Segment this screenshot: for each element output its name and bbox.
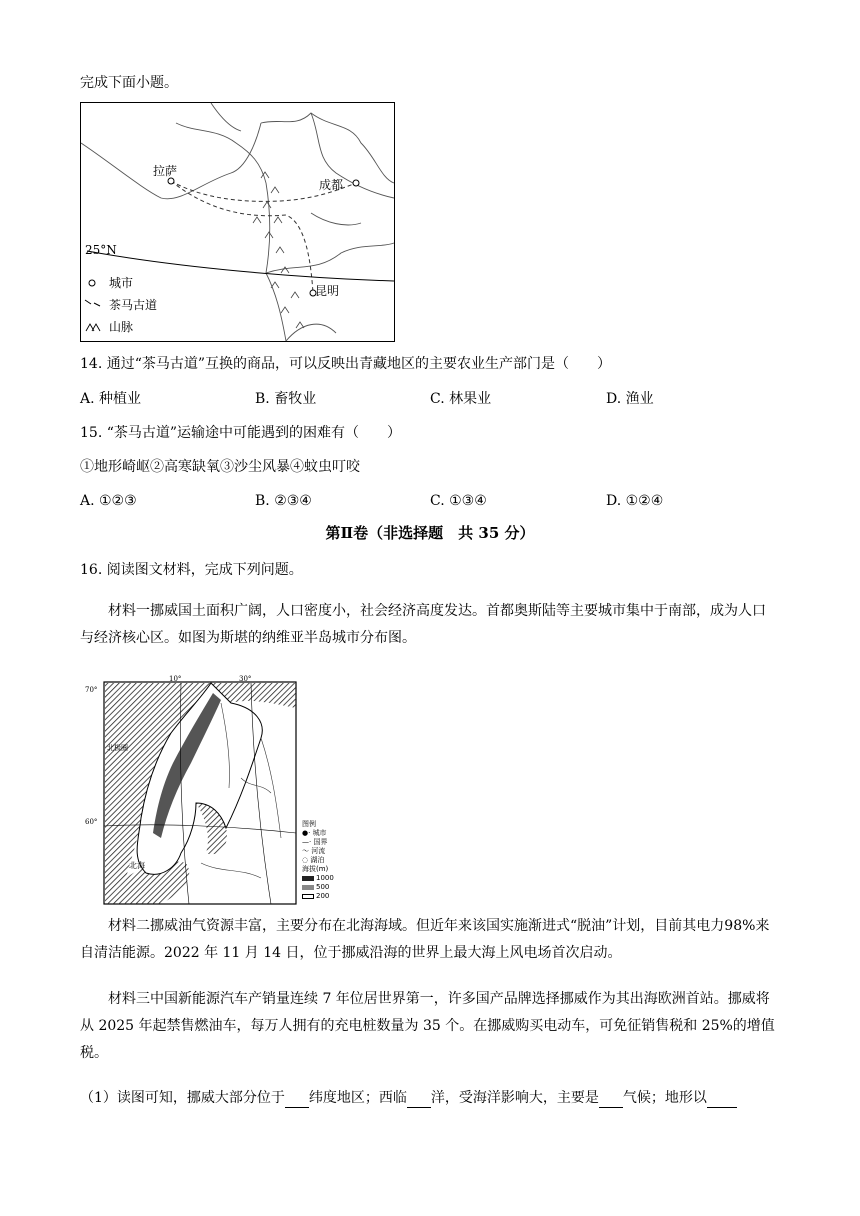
- lat-70-label: 70°: [85, 686, 98, 694]
- elev-swatch-3: [302, 894, 314, 899]
- elev-value-2: 500: [316, 883, 330, 891]
- legend-mountain-label: 山脉: [109, 320, 134, 334]
- q16-material3: 材料三中国新能源汽车产销量连续 7 年位居世界第一，许多国产品牌选择挪威作为其出海欧洲首站。挪威将从 2025 年起禁售燃油车，每万人拥有的充电桩数量为 35 个。在挪威购买电动车，可免征销售税和 25%的增值税。: [80, 991, 775, 1061]
- q15-option-c: C. ①③④: [430, 493, 487, 509]
- map2-legend: [302, 820, 348, 910]
- q15-option-b: B. ②③④: [255, 493, 312, 509]
- sub1-part-1: （1）读图可知，挪威大部分位于: [80, 1090, 285, 1106]
- q14-option-d: D. 渔业: [606, 391, 654, 407]
- elev-swatch-1: [302, 876, 314, 881]
- sub1-part-2: 纬度地区；西临: [308, 1090, 407, 1106]
- q16-material2: 材料二挪威油气资源丰富，主要分布在北海海域。但近年来该国实施渐进式“脱油”计划，目前其电力98%来自清洁能源。2022 年 11 月 14 日，位于挪威沿海的世界上最大海上风电场首次启动。: [80, 918, 770, 961]
- mountain-icon: [86, 324, 100, 331]
- q14-stem: 14. 通过“茶马古道”互换的商品，可以反映出青藏地区的主要农业生产部门是（ ）: [80, 356, 612, 372]
- q15-items: ①地形崎岖②高寒缺氧③沙尘风暴④蚊虫叮咬: [80, 459, 360, 475]
- tea-horse-road-map: [80, 102, 395, 342]
- map1-figure: [81, 103, 394, 341]
- q14-option-c: C. 林果业: [430, 391, 492, 407]
- q16-stem: 16. 阅读图文材料，完成下列问题。: [80, 562, 303, 578]
- legend-route-label: 茶马古道: [109, 298, 158, 312]
- elev-value-3: 200: [316, 892, 330, 900]
- blank-3[interactable]: [599, 1093, 623, 1108]
- blank-2[interactable]: [407, 1093, 431, 1108]
- legend-lake-text: 湖泊: [310, 856, 325, 864]
- circle-icon: [89, 280, 95, 286]
- map2-figure: [85, 675, 297, 908]
- lhasa-city-icon: [168, 178, 174, 184]
- dashed-line-icon: [85, 300, 100, 306]
- lon-30-label: 30°: [239, 675, 252, 683]
- intro-text: 完成下面小题。: [80, 75, 178, 91]
- elev-swatch-2: [302, 885, 314, 890]
- legend-border-text: 国界: [313, 838, 328, 846]
- legend-title: 图例: [302, 820, 316, 828]
- legend-item-river: ～ 河流: [302, 847, 326, 855]
- legend-elev-row-3: [302, 892, 348, 901]
- blank-1[interactable]: [285, 1093, 309, 1108]
- blank-4[interactable]: [707, 1093, 737, 1108]
- q15-option-a: A. ①②③: [80, 493, 137, 509]
- legend-river-text: 河流: [311, 847, 326, 855]
- chengdu-city-icon: [353, 180, 359, 186]
- q14-option-a: A. 种植业: [80, 391, 142, 407]
- tea-horse-route: [171, 181, 356, 293]
- legend-elev-row-1: [302, 874, 348, 883]
- legend-elev-row-2: [302, 883, 348, 892]
- q15-stem: 15. “茶马古道”运输途中可能遇到的困难有（ ）: [80, 425, 402, 441]
- latitude-label: 25°N: [85, 243, 117, 257]
- sub1-part-3: 洋，受海洋影响大，主要是: [430, 1090, 599, 1106]
- legend-city-label: 城市: [109, 276, 134, 290]
- sub1-part-4: 气候；地形以: [622, 1090, 707, 1106]
- legend-item-city: ●· 城市: [302, 829, 327, 837]
- elev-value-1: 1000: [316, 874, 334, 882]
- legend-city-text: 城市: [312, 829, 327, 837]
- north-sea-label: 北海: [129, 861, 145, 870]
- kunming-label: 昆明: [315, 284, 340, 298]
- legend-item-border: —· 国界: [302, 838, 328, 846]
- q16-material1: 材料一挪威国土面积广阔，人口密度小，社会经济高度发达。首都奥斯陆等主要城市集中于南部，成为人口与经济核心区。如图为斯堪的纳维亚半岛城市分布图。: [80, 603, 766, 646]
- legend-item-lake: ◌ 湖泊: [302, 856, 325, 864]
- latitude-25n-line: [87, 251, 394, 281]
- chengdu-label: 成都: [319, 178, 344, 192]
- lon-10-label: 10°: [169, 675, 182, 683]
- section-title: 第Ⅱ卷（非选择题 共 35 分）: [325, 524, 535, 542]
- q14-option-b: B. 畜牧业: [255, 391, 317, 407]
- q16-sub1: [80, 1088, 737, 1108]
- scandinavia-map: [85, 675, 297, 908]
- lhasa-label: 拉萨: [153, 164, 178, 178]
- arctic-circle-label: 北极圈: [107, 744, 128, 752]
- legend-elevation-title: 海拔(m): [302, 865, 329, 873]
- lat-60-label: 60°: [85, 818, 98, 826]
- q15-option-d: D. ①②④: [606, 493, 664, 509]
